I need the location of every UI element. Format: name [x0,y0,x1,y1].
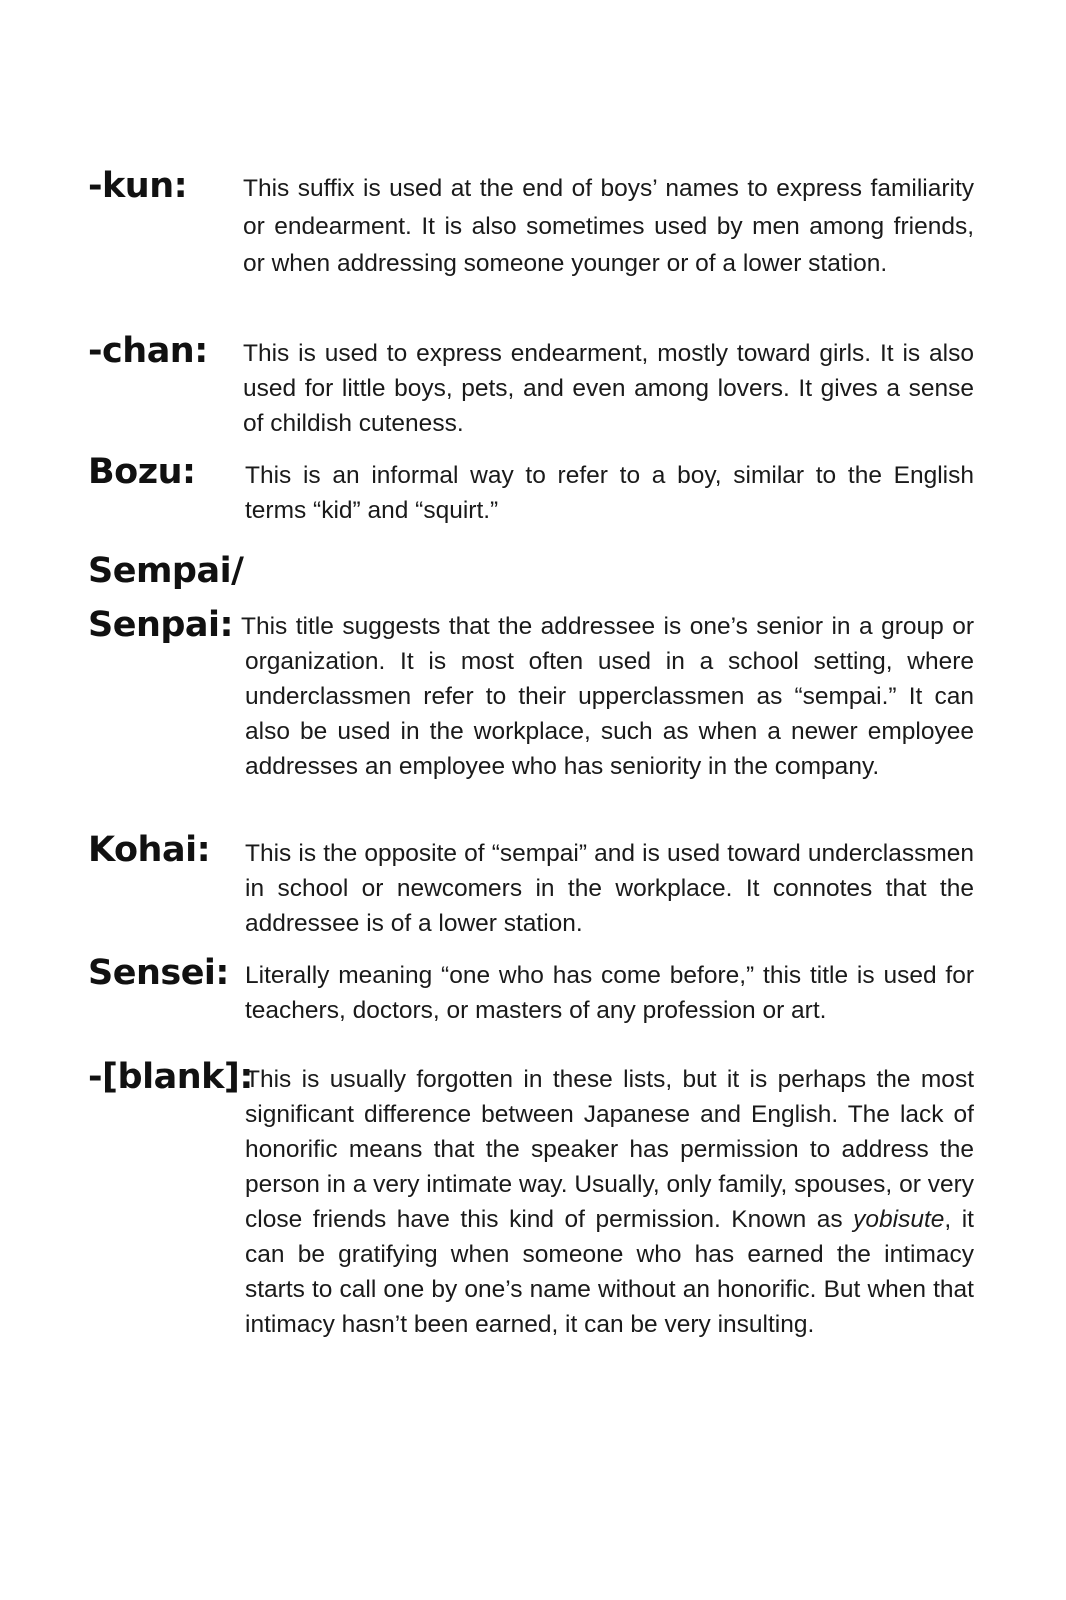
definition-sempai: This title suggests that the addressee is one’s senior in a group or organization. It is most often used in a school setting, where underclassmen refer to their upperclassmen as “sempai.” It can also be used in the workplace, such as when a newer employee addresses an employee who has seniority in the company. [241,613,974,780]
definition-sensei: Literally meaning “one who has come before,” this title is used for teachers, doctors, or masters of any profession or art. [245,962,974,1024]
term-kohai: Kohai: [88,830,211,870]
term-sensei: Sensei: [88,953,229,993]
definition-bozu: This is an informal way to refer to a boy, similar to the English terms “kid” and “squirt.” [245,462,974,524]
definition-kun: This suffix is used at the end of boys’ names to express familiarity or endearment. It is also sometimes used by men among friends, or when addressing someone younger or of a lower station. [243,175,974,278]
term-bozu: Bozu: [88,452,196,492]
term-kun: -kun: [88,166,188,206]
term-blank: -[blank]: [88,1057,253,1097]
definition-blank-italic-term: yobisute [853,1206,945,1233]
definition-chan: This is used to express endearment, mostly toward girls. It is also used for little boys, pets, and even among lovers. It gives a sense of childish cuteness. [243,340,974,437]
definition-blank-text-after: , it can be gratifying when someone who has earned the intimacy starts to call one by one’s name without an honorific. But when that intimacy hasn’t been earned, it can be very insulting. [245,1206,974,1338]
term-sempai-line1: Sempai/ [88,551,244,591]
definition-blank [245,1062,974,1342]
definition-kohai: This is the opposite of “sempai” and is used toward underclassmen in school or newcomers in the workplace. It connotes that the addressee is of a lower station. [245,840,974,937]
definition-blank-text-before: This is usually forgotten in these lists, but it is perhaps the most significant difference between Japanese and English. The lack of honorific means that the speaker has permission to address the person in a very intimate way. Usually, only family, spouses, or very close friends have this kind of permission. Known as [245,1066,974,1233]
term-sempai-line2: Senpai: [88,605,234,645]
term-chan: -chan: [88,331,208,371]
